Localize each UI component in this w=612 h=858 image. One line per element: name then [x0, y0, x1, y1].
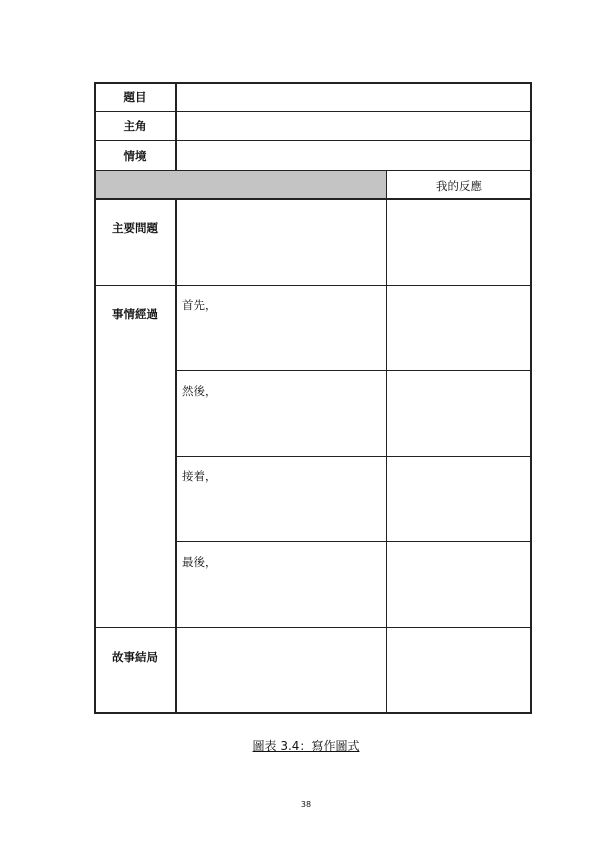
events-label: 事情經過 — [112, 307, 158, 321]
page-number: 38 — [300, 800, 312, 809]
event-step-next: 接着， — [182, 469, 217, 483]
event-step-then: 然後， — [182, 384, 217, 398]
title-label: 題目 — [123, 90, 147, 104]
border-top — [94, 82, 532, 84]
figure-caption-text: 圖表 3.4：寫作圖式 — [252, 739, 360, 753]
reaction-header: 我的反應 — [436, 179, 482, 193]
event-step-first: 首先， — [182, 298, 217, 312]
row-line — [94, 140, 532, 141]
figure-caption — [0, 737, 612, 754]
story-writing-form — [94, 82, 532, 714]
column-line — [175, 199, 177, 713]
row-line — [94, 198, 532, 200]
header-shaded-cell — [94, 170, 386, 199]
row-line — [176, 456, 532, 457]
event-step-last: 最後， — [182, 555, 217, 569]
column-line — [386, 170, 387, 713]
row-line — [94, 111, 532, 112]
setting-label: 情境 — [123, 149, 147, 163]
border-bottom — [94, 712, 532, 714]
protagonist-label: 主角 — [123, 119, 147, 133]
ending-label: 故事結局 — [112, 650, 158, 664]
row-line — [176, 370, 532, 371]
row-line — [94, 170, 532, 171]
row-line — [94, 285, 532, 286]
border-left — [94, 82, 96, 714]
row-line — [94, 627, 532, 628]
row-line — [176, 541, 532, 542]
main-problem-label: 主要問題 — [112, 221, 158, 235]
border-right — [530, 82, 532, 714]
